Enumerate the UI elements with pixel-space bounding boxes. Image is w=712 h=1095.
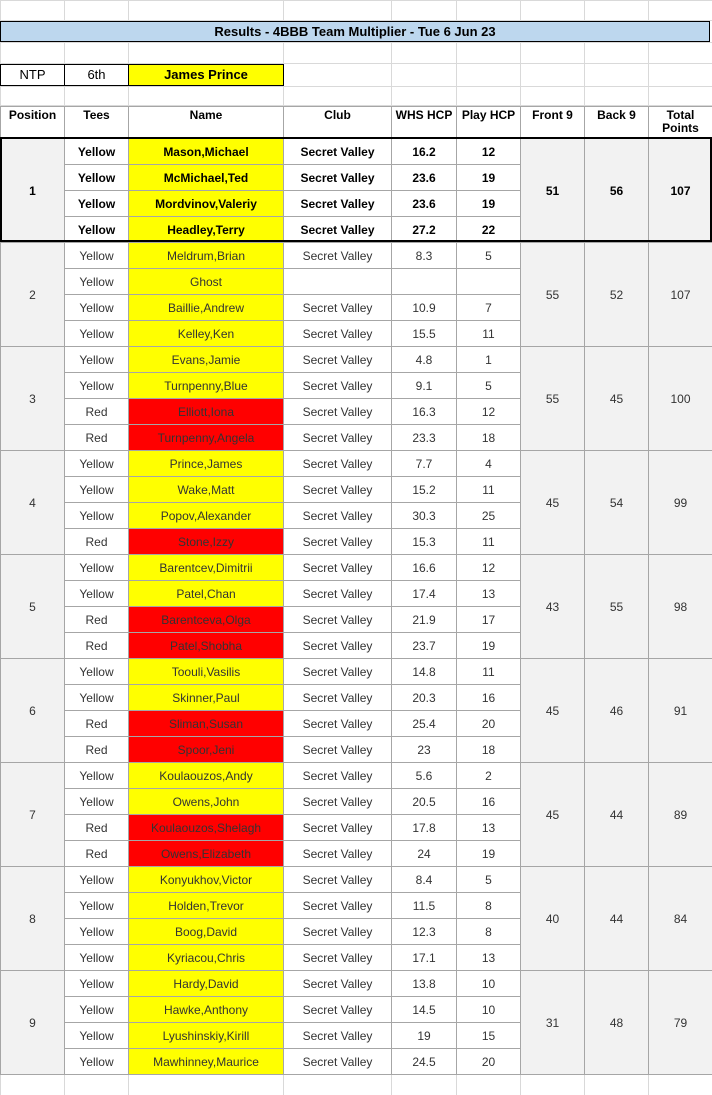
- whs-hcp-cell[interactable]: 8.4: [392, 867, 457, 893]
- club-cell[interactable]: Secret Valley: [284, 165, 392, 191]
- player-name-cell[interactable]: Wake,Matt: [129, 477, 284, 503]
- whs-hcp-cell[interactable]: 27.2: [392, 217, 457, 243]
- grid-line: [0, 0, 712, 1]
- tee-cell[interactable]: Yellow: [65, 269, 129, 295]
- tee-cell[interactable]: Yellow: [65, 789, 129, 815]
- table-row: [1, 139, 712, 165]
- player-name-cell[interactable]: Turnpenny,Angela: [129, 425, 284, 451]
- player-name-cell[interactable]: Koulaouzos,Shelagh: [129, 815, 284, 841]
- club-cell[interactable]: Secret Valley: [284, 815, 392, 841]
- tee-cell[interactable]: Yellow: [65, 243, 129, 269]
- whs-hcp-cell[interactable]: 7.7: [392, 451, 457, 477]
- player-name-cell[interactable]: Kyriacou,Chris: [129, 945, 284, 971]
- play-hcp-cell[interactable]: 2: [457, 763, 521, 789]
- header-back-9[interactable]: Back 9: [585, 107, 649, 139]
- player-name-cell[interactable]: Owens,Elizabeth: [129, 841, 284, 867]
- player-name-cell[interactable]: Patel,Chan: [129, 581, 284, 607]
- tee-cell[interactable]: Yellow: [65, 217, 129, 243]
- header-whs-hcp[interactable]: WHS HCP: [392, 107, 457, 139]
- tee-cell[interactable]: Yellow: [65, 373, 129, 399]
- player-name-cell[interactable]: Headley,Terry: [129, 217, 284, 243]
- header-position[interactable]: Position: [1, 107, 65, 139]
- player-name-cell[interactable]: Baillie,Andrew: [129, 295, 284, 321]
- play-hcp-cell[interactable]: 25: [457, 503, 521, 529]
- club-cell[interactable]: Secret Valley: [284, 737, 392, 763]
- whs-hcp-cell[interactable]: 15.3: [392, 529, 457, 555]
- whs-hcp-cell[interactable]: 17.8: [392, 815, 457, 841]
- position-cell[interactable]: 6: [1, 659, 65, 763]
- total-points-cell[interactable]: 89: [649, 763, 712, 867]
- club-cell[interactable]: Secret Valley: [284, 243, 392, 269]
- player-name-cell[interactable]: Owens,John: [129, 789, 284, 815]
- club-cell[interactable]: Secret Valley: [284, 451, 392, 477]
- grid-line: [0, 86, 712, 87]
- header-tees[interactable]: Tees: [65, 107, 129, 139]
- front-9-cell[interactable]: 31: [521, 971, 585, 1075]
- results-table: [0, 106, 712, 1075]
- table-row: [1, 347, 712, 373]
- total-points-cell[interactable]: 99: [649, 451, 712, 555]
- front-9-cell[interactable]: 45: [521, 451, 585, 555]
- whs-hcp-cell[interactable]: 16.3: [392, 399, 457, 425]
- whs-hcp-cell[interactable]: 17.1: [392, 945, 457, 971]
- whs-hcp-cell[interactable]: 14.8: [392, 659, 457, 685]
- tee-cell[interactable]: Yellow: [65, 295, 129, 321]
- play-hcp-cell[interactable]: 19: [457, 191, 521, 217]
- back-9-cell[interactable]: 56: [585, 139, 649, 243]
- play-hcp-cell[interactable]: 4: [457, 451, 521, 477]
- club-cell[interactable]: Secret Valley: [284, 555, 392, 581]
- total-points-cell[interactable]: 79: [649, 971, 712, 1075]
- total-points-cell[interactable]: 107: [649, 139, 712, 243]
- play-hcp-cell[interactable]: 13: [457, 581, 521, 607]
- whs-hcp-cell[interactable]: 9.1: [392, 373, 457, 399]
- whs-hcp-cell[interactable]: 4.8: [392, 347, 457, 373]
- results-body: [1, 139, 712, 1075]
- results-title[interactable]: Results - 4BBB Team Multiplier - Tue 6 Jun 23: [0, 21, 710, 42]
- player-name-cell[interactable]: Spoor,Jeni: [129, 737, 284, 763]
- position-cell[interactable]: 4: [1, 451, 65, 555]
- club-cell[interactable]: Secret Valley: [284, 529, 392, 555]
- position-cell[interactable]: 7: [1, 763, 65, 867]
- position-cell[interactable]: 2: [1, 243, 65, 347]
- tee-cell[interactable]: Red: [65, 633, 129, 659]
- back-9-cell[interactable]: 54: [585, 451, 649, 555]
- tee-cell[interactable]: Yellow: [65, 555, 129, 581]
- player-name-cell[interactable]: Koulaouzos,Andy: [129, 763, 284, 789]
- play-hcp-cell[interactable]: 11: [457, 321, 521, 347]
- header-play-hcp[interactable]: Play HCP: [457, 107, 521, 139]
- player-name-cell[interactable]: Barentcev,Dimitrii: [129, 555, 284, 581]
- back-9-cell[interactable]: 44: [585, 763, 649, 867]
- tee-cell[interactable]: Red: [65, 737, 129, 763]
- play-hcp-cell[interactable]: 20: [457, 711, 521, 737]
- play-hcp-cell[interactable]: 1: [457, 347, 521, 373]
- whs-hcp-cell[interactable]: 14.5: [392, 997, 457, 1023]
- tee-cell[interactable]: Red: [65, 399, 129, 425]
- play-hcp-cell[interactable]: 12: [457, 399, 521, 425]
- player-name-cell[interactable]: Mason,Michael: [129, 139, 284, 165]
- player-name-cell[interactable]: Barentceva,Olga: [129, 607, 284, 633]
- header-total-points[interactable]: [649, 107, 712, 139]
- whs-hcp-cell[interactable]: 5.6: [392, 763, 457, 789]
- player-name-cell[interactable]: Lyushinskiy,Kirill: [129, 1023, 284, 1049]
- play-hcp-cell[interactable]: 8: [457, 919, 521, 945]
- ntp-hole[interactable]: 6th: [64, 64, 129, 86]
- tee-cell[interactable]: Yellow: [65, 451, 129, 477]
- total-points-cell[interactable]: 84: [649, 867, 712, 971]
- whs-hcp-cell[interactable]: 24.5: [392, 1049, 457, 1075]
- club-cell[interactable]: Secret Valley: [284, 581, 392, 607]
- player-name-cell[interactable]: Toouli,Vasilis: [129, 659, 284, 685]
- club-cell[interactable]: Secret Valley: [284, 191, 392, 217]
- header-front-9[interactable]: Front 9: [521, 107, 585, 139]
- tee-cell[interactable]: Red: [65, 841, 129, 867]
- tee-cell[interactable]: Yellow: [65, 971, 129, 997]
- play-hcp-cell[interactable]: 11: [457, 477, 521, 503]
- whs-hcp-cell[interactable]: 23: [392, 737, 457, 763]
- whs-hcp-cell[interactable]: 16.2: [392, 139, 457, 165]
- tee-cell[interactable]: Yellow: [65, 945, 129, 971]
- table-row: [1, 555, 712, 581]
- back-9-cell[interactable]: 46: [585, 659, 649, 763]
- club-cell[interactable]: Secret Valley: [284, 893, 392, 919]
- whs-hcp-cell[interactable]: 23.7: [392, 633, 457, 659]
- tee-cell[interactable]: Red: [65, 529, 129, 555]
- club-cell[interactable]: Secret Valley: [284, 477, 392, 503]
- play-hcp-cell[interactable]: 19: [457, 841, 521, 867]
- play-hcp-cell[interactable]: 10: [457, 997, 521, 1023]
- tee-cell[interactable]: Yellow: [65, 347, 129, 373]
- header-total-line2: Points: [662, 121, 699, 135]
- club-cell[interactable]: Secret Valley: [284, 945, 392, 971]
- tee-cell[interactable]: Yellow: [65, 581, 129, 607]
- play-hcp-cell[interactable]: [457, 269, 521, 295]
- front-9-cell[interactable]: 51: [521, 139, 585, 243]
- total-points-cell[interactable]: 91: [649, 659, 712, 763]
- club-cell[interactable]: Secret Valley: [284, 971, 392, 997]
- front-9-cell[interactable]: 55: [521, 347, 585, 451]
- play-hcp-cell[interactable]: 5: [457, 867, 521, 893]
- club-cell[interactable]: Secret Valley: [284, 425, 392, 451]
- total-points-cell[interactable]: 98: [649, 555, 712, 659]
- tee-cell[interactable]: Yellow: [65, 503, 129, 529]
- play-hcp-cell[interactable]: 12: [457, 139, 521, 165]
- position-cell[interactable]: 1: [1, 139, 65, 243]
- whs-hcp-cell[interactable]: 10.9: [392, 295, 457, 321]
- club-cell[interactable]: Secret Valley: [284, 347, 392, 373]
- club-cell[interactable]: Secret Valley: [284, 763, 392, 789]
- player-name-cell[interactable]: Konyukhov,Victor: [129, 867, 284, 893]
- whs-hcp-cell[interactable]: 12.3: [392, 919, 457, 945]
- position-cell[interactable]: 5: [1, 555, 65, 659]
- player-name-cell[interactable]: Stone,Izzy: [129, 529, 284, 555]
- play-hcp-cell[interactable]: 5: [457, 243, 521, 269]
- player-name-cell[interactable]: Turnpenny,Blue: [129, 373, 284, 399]
- ntp-label[interactable]: NTP: [0, 64, 65, 86]
- front-9-cell[interactable]: 45: [521, 763, 585, 867]
- club-cell[interactable]: Secret Valley: [284, 1023, 392, 1049]
- club-cell[interactable]: Secret Valley: [284, 789, 392, 815]
- grid-line: [0, 42, 712, 43]
- tee-cell[interactable]: Yellow: [65, 685, 129, 711]
- tee-cell[interactable]: Yellow: [65, 1049, 129, 1075]
- whs-hcp-cell[interactable]: 25.4: [392, 711, 457, 737]
- table-row: [1, 243, 712, 269]
- header-row: [1, 107, 712, 139]
- play-hcp-cell[interactable]: 18: [457, 737, 521, 763]
- club-cell[interactable]: Secret Valley: [284, 607, 392, 633]
- club-cell[interactable]: Secret Valley: [284, 659, 392, 685]
- club-cell[interactable]: Secret Valley: [284, 399, 392, 425]
- table-row: [1, 867, 712, 893]
- play-hcp-cell[interactable]: 8: [457, 893, 521, 919]
- club-cell[interactable]: [284, 269, 392, 295]
- club-cell[interactable]: Secret Valley: [284, 711, 392, 737]
- header-total-line1: Total: [666, 108, 695, 122]
- player-name-cell[interactable]: McMichael,Ted: [129, 165, 284, 191]
- total-points-cell[interactable]: 107: [649, 243, 712, 347]
- player-name-cell[interactable]: Boog,David: [129, 919, 284, 945]
- play-hcp-cell[interactable]: 22: [457, 217, 521, 243]
- tee-cell[interactable]: Red: [65, 711, 129, 737]
- table-row: [1, 659, 712, 685]
- whs-hcp-cell[interactable]: 16.6: [392, 555, 457, 581]
- club-cell[interactable]: Secret Valley: [284, 1049, 392, 1075]
- play-hcp-cell[interactable]: 19: [457, 165, 521, 191]
- back-9-cell[interactable]: 44: [585, 867, 649, 971]
- play-hcp-cell[interactable]: 19: [457, 633, 521, 659]
- whs-hcp-cell[interactable]: 23.6: [392, 191, 457, 217]
- player-name-cell[interactable]: Mawhinney,Maurice: [129, 1049, 284, 1075]
- club-cell[interactable]: Secret Valley: [284, 295, 392, 321]
- whs-hcp-cell[interactable]: 8.3: [392, 243, 457, 269]
- back-9-cell[interactable]: 52: [585, 243, 649, 347]
- whs-hcp-cell[interactable]: 15.2: [392, 477, 457, 503]
- play-hcp-cell[interactable]: 16: [457, 685, 521, 711]
- whs-hcp-cell[interactable]: 13.8: [392, 971, 457, 997]
- header-name[interactable]: Name: [129, 107, 284, 139]
- whs-hcp-cell[interactable]: 17.4: [392, 581, 457, 607]
- tee-cell[interactable]: Yellow: [65, 659, 129, 685]
- tee-cell[interactable]: Red: [65, 815, 129, 841]
- player-name-cell[interactable]: Hawke,Anthony: [129, 997, 284, 1023]
- play-hcp-cell[interactable]: 10: [457, 971, 521, 997]
- position-cell[interactable]: 3: [1, 347, 65, 451]
- play-hcp-cell[interactable]: 13: [457, 815, 521, 841]
- table-row: [1, 451, 712, 477]
- whs-hcp-cell[interactable]: 23.3: [392, 425, 457, 451]
- play-hcp-cell[interactable]: 11: [457, 529, 521, 555]
- whs-hcp-cell[interactable]: 24: [392, 841, 457, 867]
- table-row: [1, 971, 712, 997]
- club-cell[interactable]: Secret Valley: [284, 373, 392, 399]
- tee-cell[interactable]: Red: [65, 607, 129, 633]
- tee-cell[interactable]: Yellow: [65, 321, 129, 347]
- player-name-cell[interactable]: Ghost: [129, 269, 284, 295]
- club-cell[interactable]: Secret Valley: [284, 919, 392, 945]
- player-name-cell[interactable]: Mordvinov,Valeriy: [129, 191, 284, 217]
- position-cell[interactable]: 8: [1, 867, 65, 971]
- tee-cell[interactable]: Yellow: [65, 763, 129, 789]
- front-9-cell[interactable]: 55: [521, 243, 585, 347]
- tee-cell[interactable]: Red: [65, 425, 129, 451]
- whs-hcp-cell[interactable]: 23.6: [392, 165, 457, 191]
- tee-cell[interactable]: Yellow: [65, 893, 129, 919]
- tee-cell[interactable]: Yellow: [65, 919, 129, 945]
- play-hcp-cell[interactable]: 17: [457, 607, 521, 633]
- player-name-cell[interactable]: Skinner,Paul: [129, 685, 284, 711]
- club-cell[interactable]: Secret Valley: [284, 503, 392, 529]
- whs-hcp-cell[interactable]: [392, 269, 457, 295]
- whs-hcp-cell[interactable]: 15.5: [392, 321, 457, 347]
- player-name-cell[interactable]: Holden,Trevor: [129, 893, 284, 919]
- play-hcp-cell[interactable]: 13: [457, 945, 521, 971]
- tee-cell[interactable]: Yellow: [65, 477, 129, 503]
- club-cell[interactable]: Secret Valley: [284, 217, 392, 243]
- back-9-cell[interactable]: 55: [585, 555, 649, 659]
- play-hcp-cell[interactable]: 7: [457, 295, 521, 321]
- front-9-cell[interactable]: 45: [521, 659, 585, 763]
- play-hcp-cell[interactable]: 5: [457, 373, 521, 399]
- tee-cell[interactable]: Yellow: [65, 139, 129, 165]
- back-9-cell[interactable]: 48: [585, 971, 649, 1075]
- whs-hcp-cell[interactable]: 20.5: [392, 789, 457, 815]
- club-cell[interactable]: Secret Valley: [284, 867, 392, 893]
- tee-cell[interactable]: Yellow: [65, 1023, 129, 1049]
- club-cell[interactable]: Secret Valley: [284, 321, 392, 347]
- player-name-cell[interactable]: Evans,Jamie: [129, 347, 284, 373]
- whs-hcp-cell[interactable]: 19: [392, 1023, 457, 1049]
- front-9-cell[interactable]: 43: [521, 555, 585, 659]
- whs-hcp-cell[interactable]: 11.5: [392, 893, 457, 919]
- play-hcp-cell[interactable]: 12: [457, 555, 521, 581]
- player-name-cell[interactable]: Hardy,David: [129, 971, 284, 997]
- player-name-cell[interactable]: Prince,James: [129, 451, 284, 477]
- tee-cell[interactable]: Yellow: [65, 867, 129, 893]
- player-name-cell[interactable]: Popov,Alexander: [129, 503, 284, 529]
- play-hcp-cell[interactable]: 20: [457, 1049, 521, 1075]
- player-name-cell[interactable]: Elliott,Iona: [129, 399, 284, 425]
- tee-cell[interactable]: Yellow: [65, 191, 129, 217]
- whs-hcp-cell[interactable]: 30.3: [392, 503, 457, 529]
- total-points-cell[interactable]: 100: [649, 347, 712, 451]
- back-9-cell[interactable]: 45: [585, 347, 649, 451]
- club-cell[interactable]: Secret Valley: [284, 997, 392, 1023]
- club-cell[interactable]: Secret Valley: [284, 139, 392, 165]
- tee-cell[interactable]: Yellow: [65, 165, 129, 191]
- ntp-winner[interactable]: James Prince: [128, 64, 284, 86]
- table-row: [1, 763, 712, 789]
- club-cell[interactable]: Secret Valley: [284, 633, 392, 659]
- whs-hcp-cell[interactable]: 20.3: [392, 685, 457, 711]
- player-name-cell[interactable]: Patel,Shobha: [129, 633, 284, 659]
- tee-cell[interactable]: Yellow: [65, 997, 129, 1023]
- play-hcp-cell[interactable]: 15: [457, 1023, 521, 1049]
- play-hcp-cell[interactable]: 11: [457, 659, 521, 685]
- club-cell[interactable]: Secret Valley: [284, 685, 392, 711]
- club-cell[interactable]: Secret Valley: [284, 841, 392, 867]
- header-club[interactable]: Club: [284, 107, 392, 139]
- player-name-cell[interactable]: Kelley,Ken: [129, 321, 284, 347]
- player-name-cell[interactable]: Meldrum,Brian: [129, 243, 284, 269]
- front-9-cell[interactable]: 40: [521, 867, 585, 971]
- play-hcp-cell[interactable]: 18: [457, 425, 521, 451]
- position-cell[interactable]: 9: [1, 971, 65, 1075]
- whs-hcp-cell[interactable]: 21.9: [392, 607, 457, 633]
- player-name-cell[interactable]: Sliman,Susan: [129, 711, 284, 737]
- play-hcp-cell[interactable]: 16: [457, 789, 521, 815]
